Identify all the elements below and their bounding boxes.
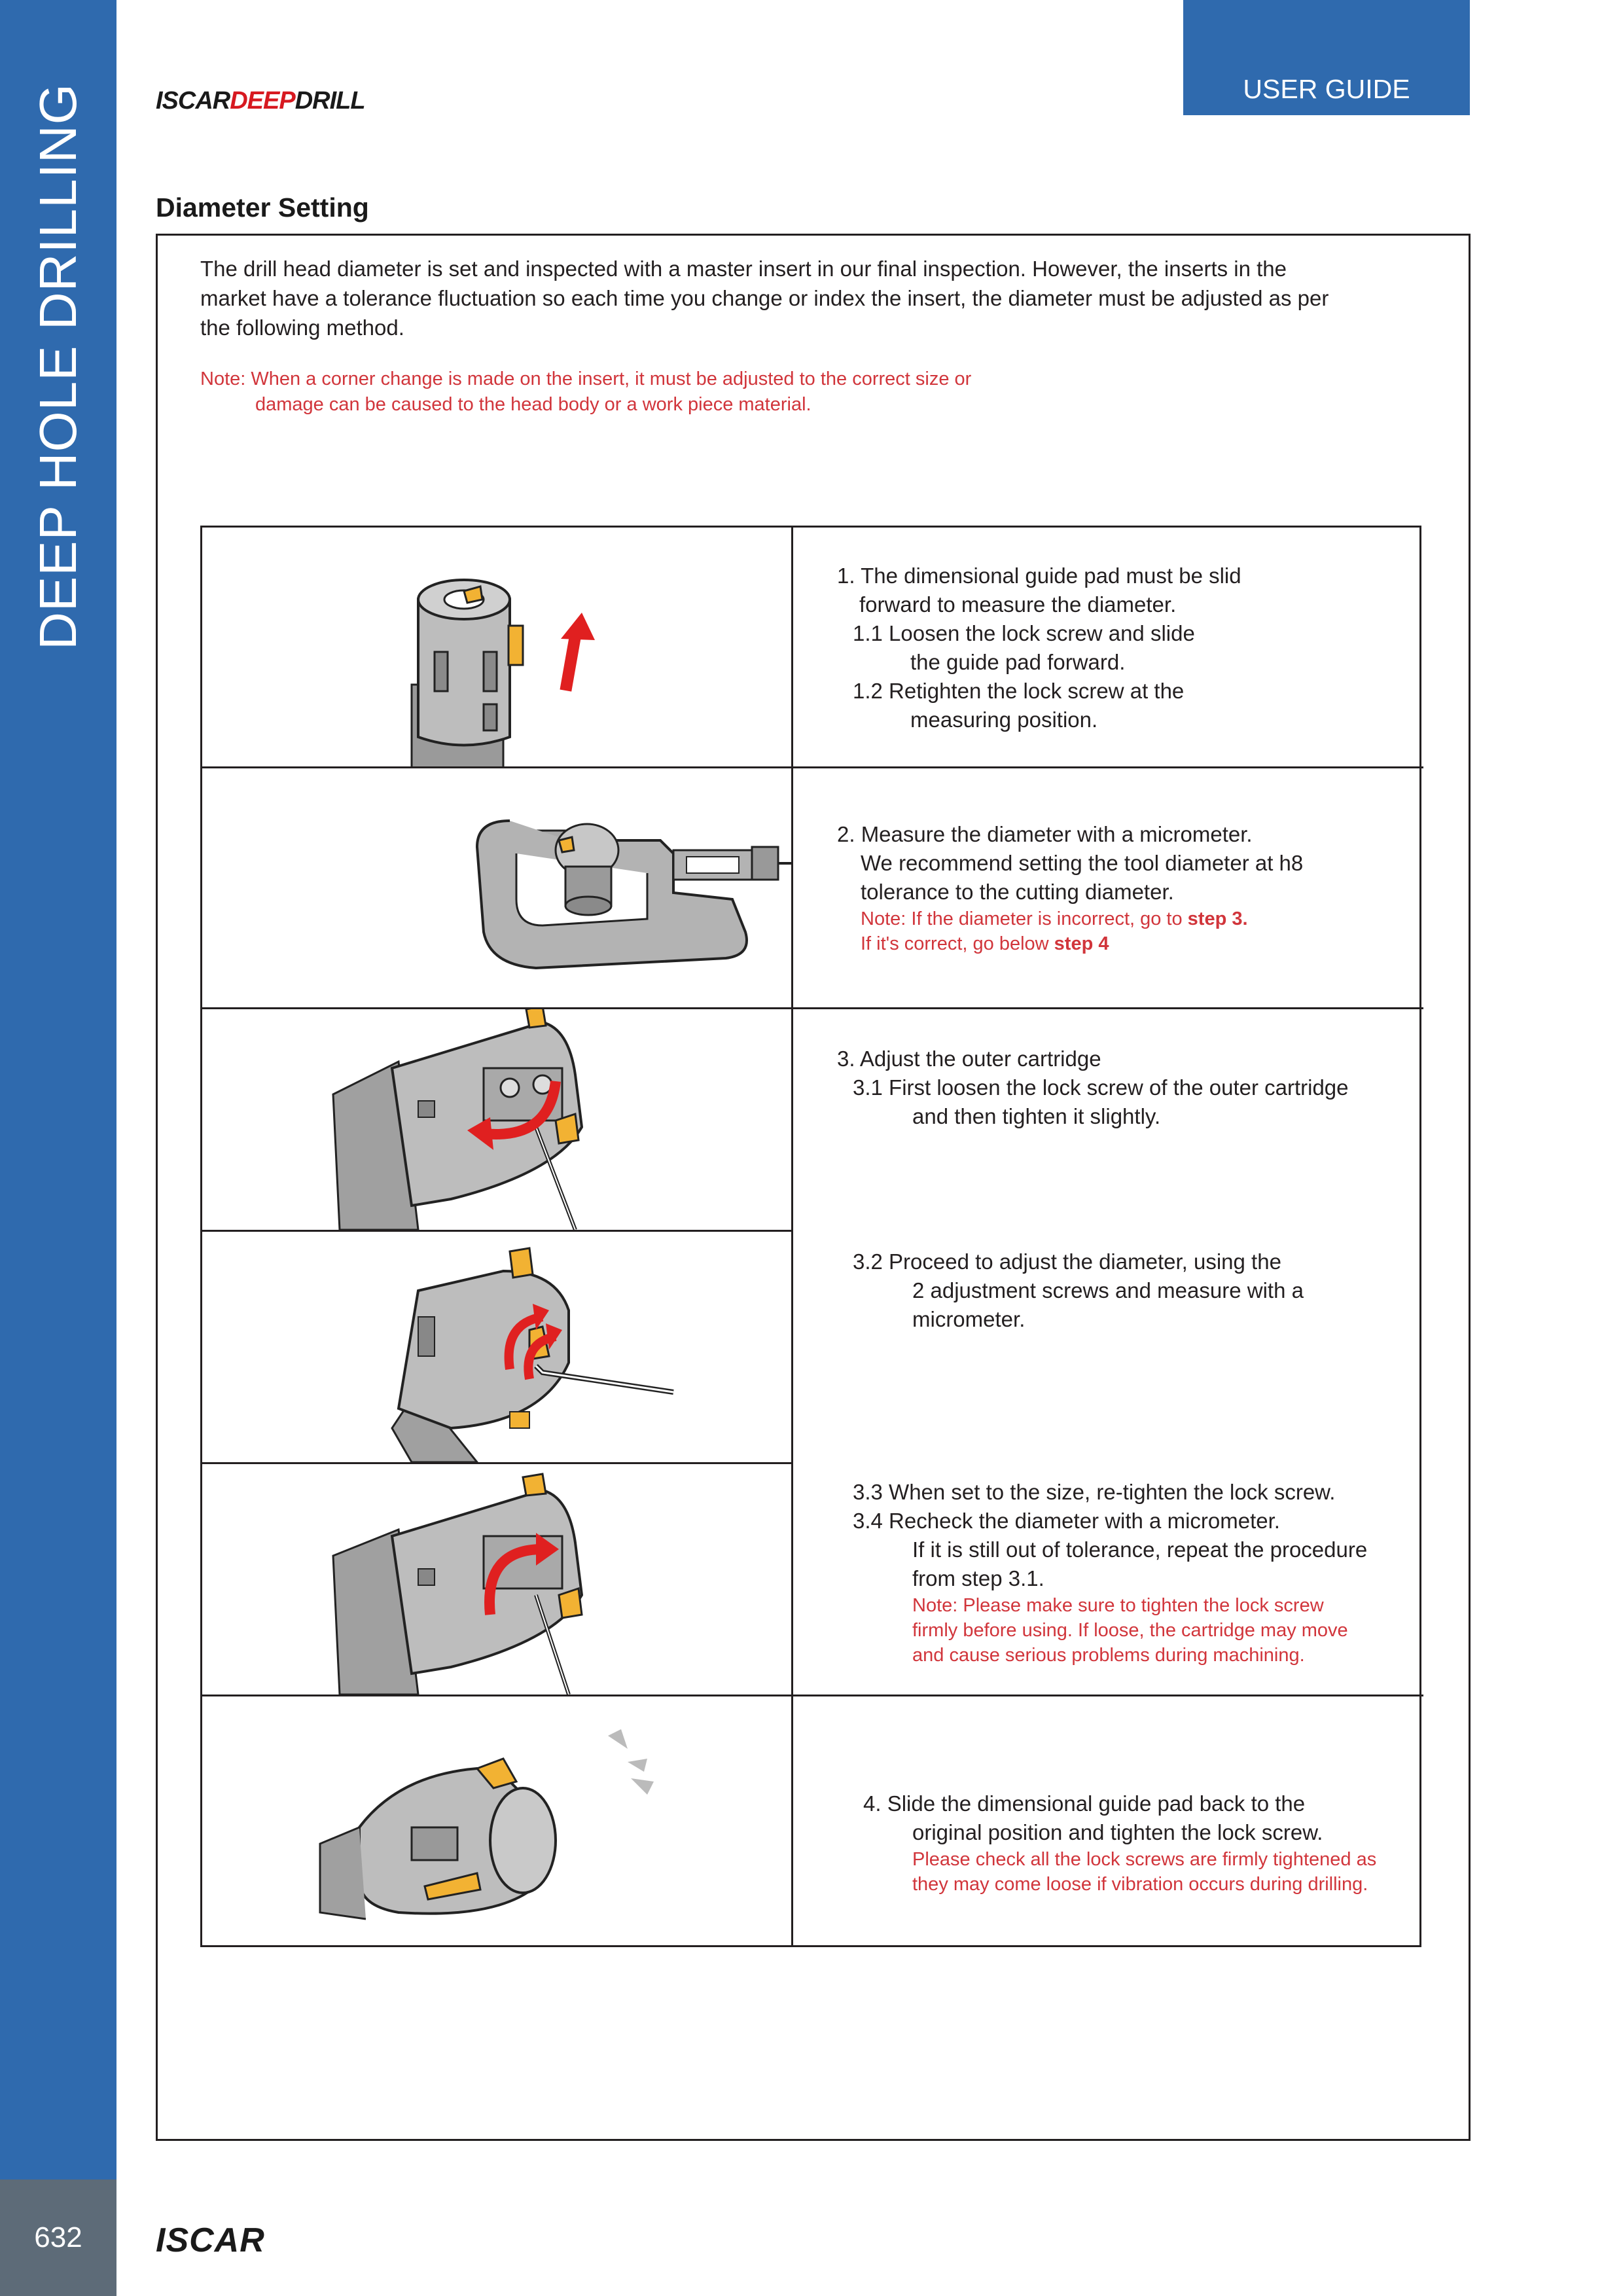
- step4-illustration: [202, 1696, 791, 1949]
- footer-brand-logo: ISCAR: [156, 2221, 265, 2259]
- iscar-deep-drill-logo: ISCARDEEPDRILL: [156, 87, 365, 115]
- step2-note-line1: Note: If the diameter is incorrect, go to step 3.: [861, 908, 1248, 929]
- intro-paragraph: The drill head diameter is set and inspected with a master insert in our final inspection. However, the inserts in the market have a tolerance fluctuation so each time you change or index the insert, the diameter must be adjusted as per the following method.: [200, 257, 1329, 340]
- column-divider: [791, 528, 793, 1945]
- sidebar-title: DEEP HOLE DRILLING: [29, 83, 87, 650]
- step3-2-text: 3.2 Proceed to adjust the diameter, using the 2 adjustment screws and measure with a micrometer.: [853, 1249, 1304, 1331]
- step2-micrometer-illustration: [202, 768, 791, 1007]
- step1-illustration: [202, 528, 791, 766]
- intro-note-line2: damage can be caused to the head body or a work piece material.: [255, 394, 812, 415]
- step1-text: 1. The dimensional guide pad must be slid forward to measure the diameter. 1.1 Loosen the lock screw and slide the guide pad forward. 1.2 Retighten the lock screw at the measuring position.: [837, 564, 1241, 732]
- step3-2-illustration: [202, 1232, 791, 1462]
- user-guide-tab: [1183, 0, 1470, 115]
- step2-text: 2. Measure the diameter with a micrometer. We recommend setting the tool diameter at h8 tolerance to the cutting diameter. Note: If the diameter is incorrect, go to step 3. If it's correct, go below step 4: [837, 820, 1303, 956]
- steps-table: [200, 526, 1421, 1947]
- step3-1-illustration: [202, 1009, 791, 1230]
- sidebar: [0, 0, 116, 2179]
- step2-note-line2: If it's correct, go below step 4: [861, 933, 1109, 954]
- step3-text: 3. Adjust the outer cartridge 3.1 First loosen the lock screw of the outer cartridge and then tighten it slightly.: [837, 1047, 1349, 1128]
- page-number: 632: [34, 2221, 82, 2253]
- step4-text: 4. Slide the dimensional guide pad back to the original position and tighten the lock screw. Please check all the lock screws are firmly tightened as they may come loose if vibration occurs during drilling.: [863, 1791, 1377, 1895]
- user-guide-label: USER GUIDE: [1243, 74, 1410, 104]
- step3-3-illustration: [202, 1464, 791, 1695]
- intro-note: [200, 367, 971, 418]
- section-title: Diameter Setting: [156, 192, 369, 223]
- intro-note-line1: Note: When a corner change is made on the insert, it must be adjusted to the correct size or: [200, 368, 972, 389]
- step3-3-text: 3.3 When set to the size, re-tighten the lock screw. 3.4 Recheck the diameter with a micrometer. If it is still out of tolerance, repeat the procedure from step 3.1. Note: Please make sure to tighten the lock screw firmly before using. If loose, the cartridge may move and cause serious problems during machining.: [853, 1480, 1368, 1666]
